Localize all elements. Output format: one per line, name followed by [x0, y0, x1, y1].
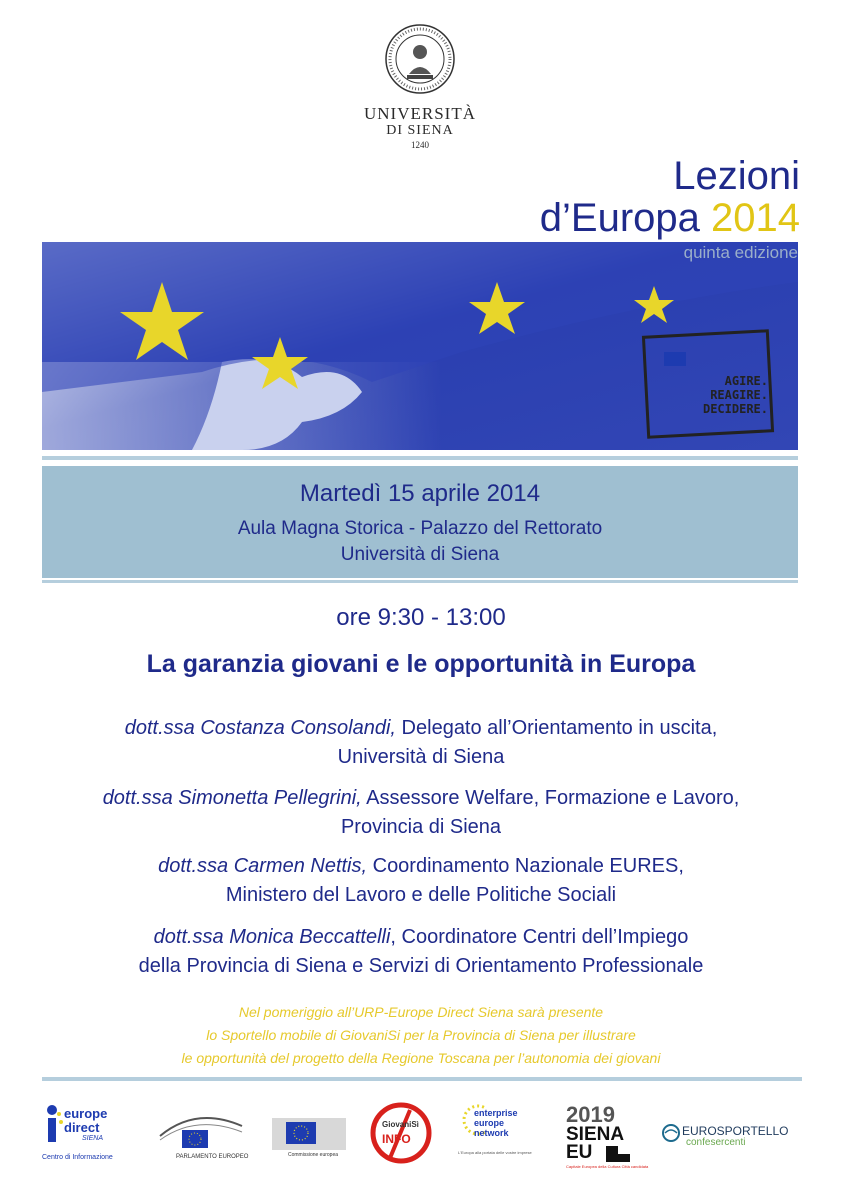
- enterprise-europe-network-logo: [456, 1100, 538, 1166]
- afternoon-note: [0, 1001, 842, 1070]
- europe-direct-line3: SIENA: [82, 1135, 104, 1142]
- event-venue: Aula Magna Storica - Palazzo del Rettorato: [237, 518, 603, 539]
- eurosportello-globe-icon: [662, 1124, 680, 1142]
- europe-direct-line1: europe: [64, 1106, 108, 1121]
- date-location-box: [42, 466, 798, 578]
- siena2019-eu: EU: [566, 1142, 593, 1163]
- speaker-name: dott.ssa Monica Beccattelli: [153, 926, 391, 948]
- eurosportello-logo: [662, 1100, 802, 1166]
- stamp-line-agire: AGIRE.: [724, 374, 768, 388]
- speaker-role: Delegato all’Orientamento in uscita,: [396, 717, 718, 739]
- note-line-3: le opportunità del progetto della Regione Toscana per l’autonomia dei giovani: [181, 1050, 661, 1066]
- europe-direct-line2: direct: [64, 1120, 100, 1135]
- siena2019-name: SIENA: [566, 1124, 625, 1145]
- speaker-name: dott.ssa Costanza Consolandi,: [124, 717, 396, 739]
- university-name: UNIVERSITÀ: [364, 104, 476, 123]
- edition-subtitle: quinta edizione: [683, 243, 798, 262]
- commissione-caption: Commissione europea: [288, 1152, 339, 1158]
- siena-2019-logo: [564, 1102, 649, 1172]
- event-series-title: Lezioni: [673, 154, 800, 198]
- europe-direct-caption: Centro di Informazione: [42, 1154, 113, 1161]
- giovanisi-info-logo: [370, 1100, 434, 1166]
- stamp-line-decidere: DECIDERE.: [702, 402, 768, 416]
- divider-top: [42, 456, 798, 460]
- parlamento-europeo-logo: [154, 1100, 250, 1166]
- note-line-1: Nel pomeriggio all’URP-Europe Direct Siena sarà presente: [238, 1004, 604, 1020]
- speaker-name: dott.ssa Simonetta Pellegrini,: [102, 787, 362, 809]
- stamp-line-reagire: REAGIRE.: [710, 388, 768, 402]
- speaker-3: [0, 852, 842, 910]
- speaker-2: [0, 784, 842, 842]
- europe-direct-logo: [38, 1100, 128, 1166]
- giovanisi-top: GiovaniSì: [382, 1120, 419, 1129]
- een-line2: europe: [474, 1118, 505, 1128]
- title-europa: d’Europa: [539, 196, 700, 240]
- een-caption: L'Europa alla portata delle vostre imprese: [458, 1150, 532, 1155]
- parlamento-caption: PARLAMENTO EUROPEO: [176, 1154, 249, 1160]
- speaker-role: Assessore Welfare, Formazione e Lavoro,: [361, 787, 740, 809]
- speaker-1: [0, 714, 842, 772]
- speaker-affiliation: Università di Siena: [337, 746, 505, 768]
- event-hours: ore 9:30 - 13:00: [336, 604, 506, 631]
- event-series-title-line2: [540, 196, 800, 241]
- speaker-role: Coordinamento Nazionale EURES,: [367, 855, 684, 877]
- europe-direct-i-icon: [44, 1104, 64, 1144]
- speaker-role: , Coordinatore Centri dell’Impiego: [390, 926, 689, 948]
- siena2019-square-icon: [606, 1146, 630, 1162]
- puzzle-stars-image: [42, 242, 798, 450]
- note-line-2: lo Sportello mobile di GiovaniSi per la Provincia di Siena per illustrare: [206, 1027, 636, 1043]
- een-line1: enterprise: [474, 1108, 518, 1118]
- university-seal-icon: [383, 22, 457, 96]
- speaker-affiliation: della Provincia di Siena e Servizi di Orientamento Professionale: [138, 955, 704, 977]
- event-date: Martedì 15 aprile 2014: [299, 480, 541, 507]
- parliament-building-icon: [156, 1106, 246, 1150]
- title-year: 2014: [711, 196, 800, 240]
- university-logo: [360, 22, 480, 151]
- commissione-europea-logo: [272, 1100, 348, 1166]
- speaker-4: [0, 923, 842, 981]
- eurosportello-name: EUROSPORTELLO: [682, 1124, 789, 1138]
- siena2019-caption: Capitale Europea della Cultura Città candidata: [566, 1164, 649, 1169]
- divider-date-bottom: [42, 580, 798, 583]
- eurosportello-sub: confesercenti: [686, 1137, 746, 1148]
- event-topic: La garanzia giovani e le opportunità in Europa: [146, 650, 696, 678]
- siena2019-year: 2019: [566, 1102, 615, 1127]
- speaker-affiliation: Provincia di Siena: [340, 816, 502, 838]
- event-venue-institution: Università di Siena: [340, 544, 500, 565]
- speaker-affiliation: Ministero del Lavoro e delle Politiche Sociali: [225, 884, 617, 906]
- university-year: 1240: [411, 140, 429, 150]
- stamp-slogan: [703, 374, 768, 416]
- een-line3: network: [474, 1128, 509, 1138]
- speaker-name: dott.ssa Carmen Nettis,: [158, 855, 368, 877]
- divider-bottom: [42, 1077, 802, 1081]
- eu-puzzle-banner: [42, 242, 798, 450]
- university-city: DI SIENA: [386, 123, 454, 138]
- giovanisi-bottom: INFO: [382, 1132, 411, 1146]
